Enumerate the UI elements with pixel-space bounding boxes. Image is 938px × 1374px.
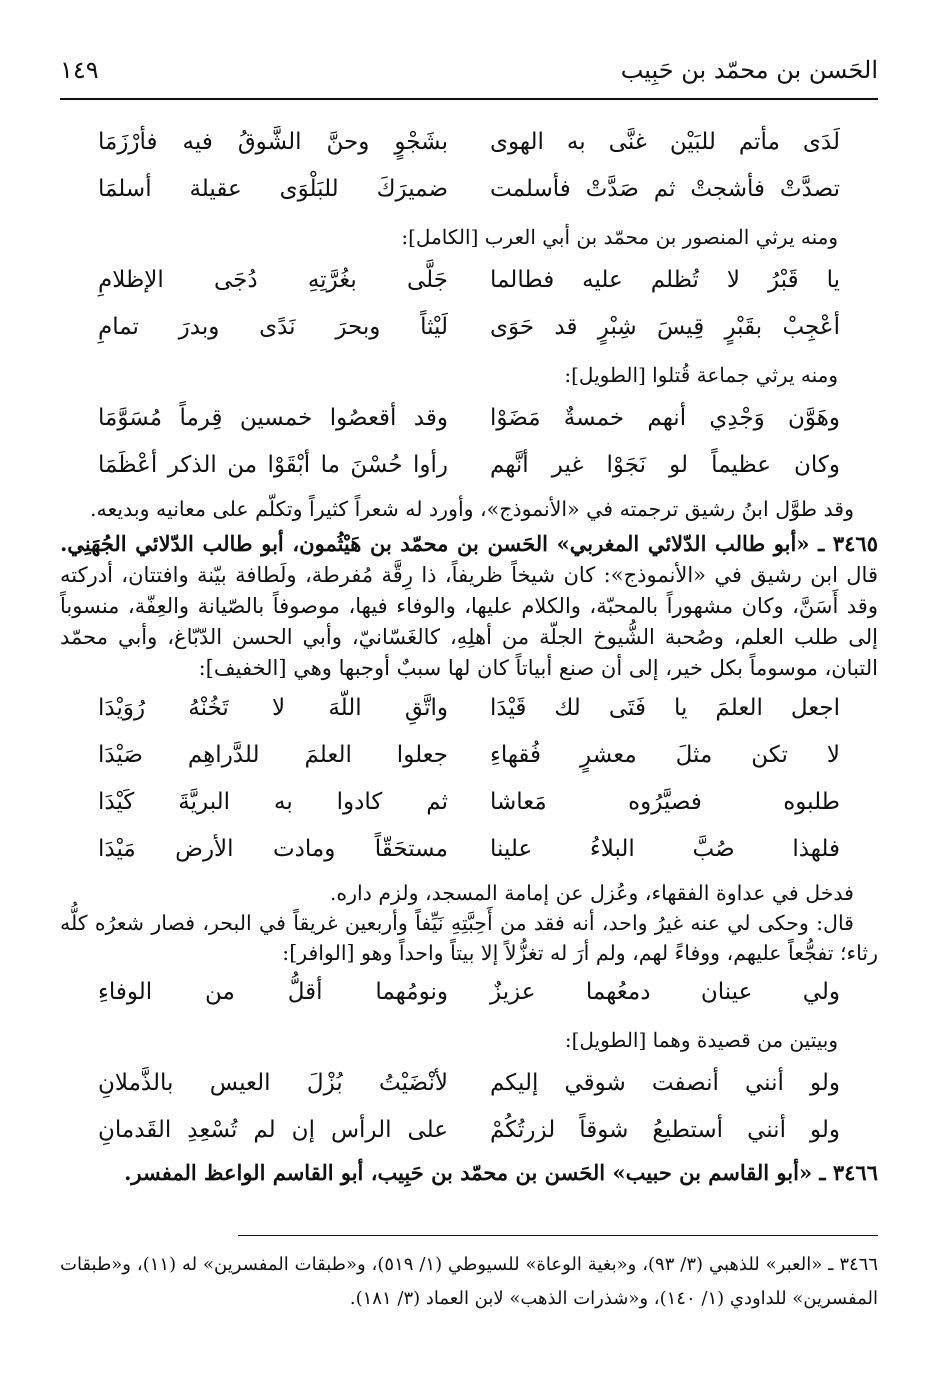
verse-first-hemistich: فلهذا صُبَّ البلاءُ علينا bbox=[490, 835, 840, 862]
verse bbox=[60, 303, 878, 350]
verse bbox=[60, 825, 878, 872]
biography-entry-3466 bbox=[60, 1157, 878, 1189]
verse-second-hemistich: لَيْثاً وبحرَ نَدًى وبدرَ تمامِ bbox=[98, 313, 448, 340]
paragraph: فدخل في عداوة الفقهاء، وعُزل عن إمامة المسجد، ولزم داره. bbox=[329, 881, 854, 905]
verse-second-hemistich: ثم كادوا به البريَّةَ كَيْدَا bbox=[98, 788, 448, 815]
entry-text: قال ابن رشيق في «الأنموذج»: كان شيخاً ظريفاً، ذا رِقَّة مُفرطة، ولَطافة بيّنة وافتتان، أدركته وقد أَسَنَّ، وكان مشهوراً بالمحبّة، والكلام عليها، والوفاء فيها، موصوفاً بالصّيانة والعِفّة، منسوباً إلى طلب العلم، وصُحبة الشُّيوخ الجلّة من أهلِهِ، كالغَسّانيّ، وأبي الحسن الدّبّاغ، وأبي محمّد التبان، موسوماً بكل خير، إلى أن صنع أبياتاً كان لها سببٌ أوجبها وهي [الخفيف]: bbox=[60, 563, 878, 680]
verse-first-hemistich: تصدَّتْ فأشجتْ ثم صَدَّتْ فأسلمت bbox=[490, 175, 840, 202]
poem-block-5 bbox=[60, 968, 878, 1015]
entry-heading: ٣٤٦٦ ـ «أبو القاسم بن حبيب» الحَسن بن محمّد بن حَبِيب، أبو القاسم الواعظ المفسر. bbox=[124, 1160, 878, 1185]
verse-second-hemistich: مستحَقّاً ومادت الأرض مَيْدَا bbox=[98, 835, 448, 862]
poem-block-2 bbox=[60, 256, 878, 350]
verse-first-hemistich: اجعل العلمَ يا فَتَى لك قَيْدَا bbox=[490, 694, 840, 721]
page-body bbox=[60, 118, 878, 1189]
verse bbox=[60, 256, 878, 303]
verse-second-hemistich: وقد أقعصُوا خمسين قِرماً مُسَوَّمَا bbox=[98, 404, 448, 431]
verse-first-hemistich: طلبوه فصيَّرُوه مَعاشا bbox=[490, 788, 840, 815]
verse bbox=[60, 165, 878, 212]
poem-intro: وبيتين من قصيدة وهما [الطويل]: bbox=[564, 1028, 838, 1052]
biography-entry-3465 bbox=[60, 528, 878, 684]
verse bbox=[60, 731, 878, 778]
poem-intro: ومنه يرثي المنصور بن محمّد بن أبي العرب [الكامل]: bbox=[401, 225, 838, 249]
verse bbox=[60, 118, 878, 165]
verse-second-hemistich: لأنْضَيْتُ بُزْلَ العيس بالذَّملانِ bbox=[98, 1069, 448, 1096]
verse-second-hemistich: جَلَّى بغُرَّتِهِ دُجَى الإظلامِ bbox=[98, 266, 448, 293]
verse-first-hemistich: ولي عينان دمعُهما عزيزٌ bbox=[490, 978, 840, 1005]
verse-second-hemistich: ونومُهما أقلُّ من الوفاءِ bbox=[98, 978, 448, 1005]
page-header bbox=[60, 56, 878, 96]
verse bbox=[60, 778, 878, 825]
poem-intro: ومنه يرثي جماعة قُتلوا [الطويل]: bbox=[564, 363, 838, 387]
verse-second-hemistich: واتَّقِ اللّهَ لا تَخُنْهُ رُوَيْدَا bbox=[98, 694, 448, 721]
paragraph: قال: وحكى لي عنه غيرُ واحد، أنه فقد من أَحِبَّتِهِ نَيِّفاً وأربعين غريقاً في البحر، فصار شعرُه كلُّه رثاء؛ تفجُّعاً عليهم، ووفاءً لهم، ولم أرَ له تغزُّلاً إلا بيتاً واحداً وهو [الوافر]: bbox=[60, 911, 878, 965]
verse bbox=[60, 684, 878, 731]
poem-block-6 bbox=[60, 1059, 878, 1153]
page-number: ١٤٩ bbox=[60, 56, 99, 84]
verse-second-hemistich: جعلوا العلمَ للدَّراهِم صَيْدَا bbox=[98, 741, 448, 768]
verse-first-hemistich: ولو أنني أنصفت شوقي إليكم bbox=[490, 1069, 840, 1096]
verse bbox=[60, 394, 878, 441]
poem-block-3 bbox=[60, 394, 878, 488]
verse-second-hemistich: على الرأس إن لم تُسْعِدِ القَدمانِ bbox=[98, 1116, 448, 1143]
verse bbox=[60, 968, 878, 1015]
verse-first-hemistich: وكان عظيماً لو نَجَوْا غير أنَّهم bbox=[490, 451, 840, 478]
verse-first-hemistich: أعْجِبْ بقَبْرٍ قِيسَ شِبْرٍ قد حَوَى bbox=[490, 313, 840, 340]
verse-second-hemistich: رأوا حُسْنَ ما أبْقَوْا من الذكر أعْظَمَا bbox=[98, 451, 448, 478]
header-rule bbox=[60, 98, 878, 100]
poem-block-4 bbox=[60, 684, 878, 872]
paragraph: وقد طوَّل ابنُ رشيق ترجمته في «الأنموذج»، وأورد له شعراً كثيراً وتكلّم على معانيه وبديعه. bbox=[90, 497, 854, 521]
verse-first-hemistich: يا قَبْرُ لا تُظلم عليه فطالما bbox=[490, 266, 840, 293]
entry-heading: ٣٤٦٥ ـ «أبو طالب الدّلائي المغربي» الحَسن بن محمّد بن هَيْثُمون، أبو طالب الدّلائي الجُهَنِي. bbox=[60, 531, 878, 556]
verse bbox=[60, 441, 878, 488]
poem-block-1 bbox=[60, 118, 878, 212]
running-title: الحَسن بن محمّد بن حَبِيب bbox=[620, 56, 878, 84]
footnote-rule bbox=[238, 1235, 878, 1236]
verse-first-hemistich: لا تكن مثلَ معشرٍ فُقهاءِ bbox=[490, 741, 840, 768]
verse bbox=[60, 1106, 878, 1153]
verse-first-hemistich: ولو أنني أستطيعُ شوقاً لزرتُكُمْ bbox=[490, 1116, 840, 1143]
verse-second-hemistich: بشَجْوٍ وحنَّ الشَّوقُ فيه فأرْزَمَا bbox=[98, 128, 448, 155]
verse bbox=[60, 1059, 878, 1106]
verse-first-hemistich: وهَوَّن وَجْدِي أنهم خمسةٌ مَضَوْا bbox=[490, 404, 840, 431]
verse-first-hemistich: لَدَى مأتم للبَيْن غنَّى به الهوى bbox=[490, 128, 840, 155]
footnote: ٣٤٦٦ ـ «العبر» للذهبي (٣/ ٩٣)، و«بغية الوعاة» للسيوطي (١/ ٥١٩)، و«طبقات المفسرين» له (١١)، و«طبقات المفسرين» للداودي (١/ ١٤٠)، و«شذرات الذهب» لابن العماد (٣/ ١٨١). bbox=[60, 1254, 878, 1309]
verse-second-hemistich: ضميرَكَ للبَلْوَى عقيلة أسلمَا bbox=[98, 175, 448, 202]
